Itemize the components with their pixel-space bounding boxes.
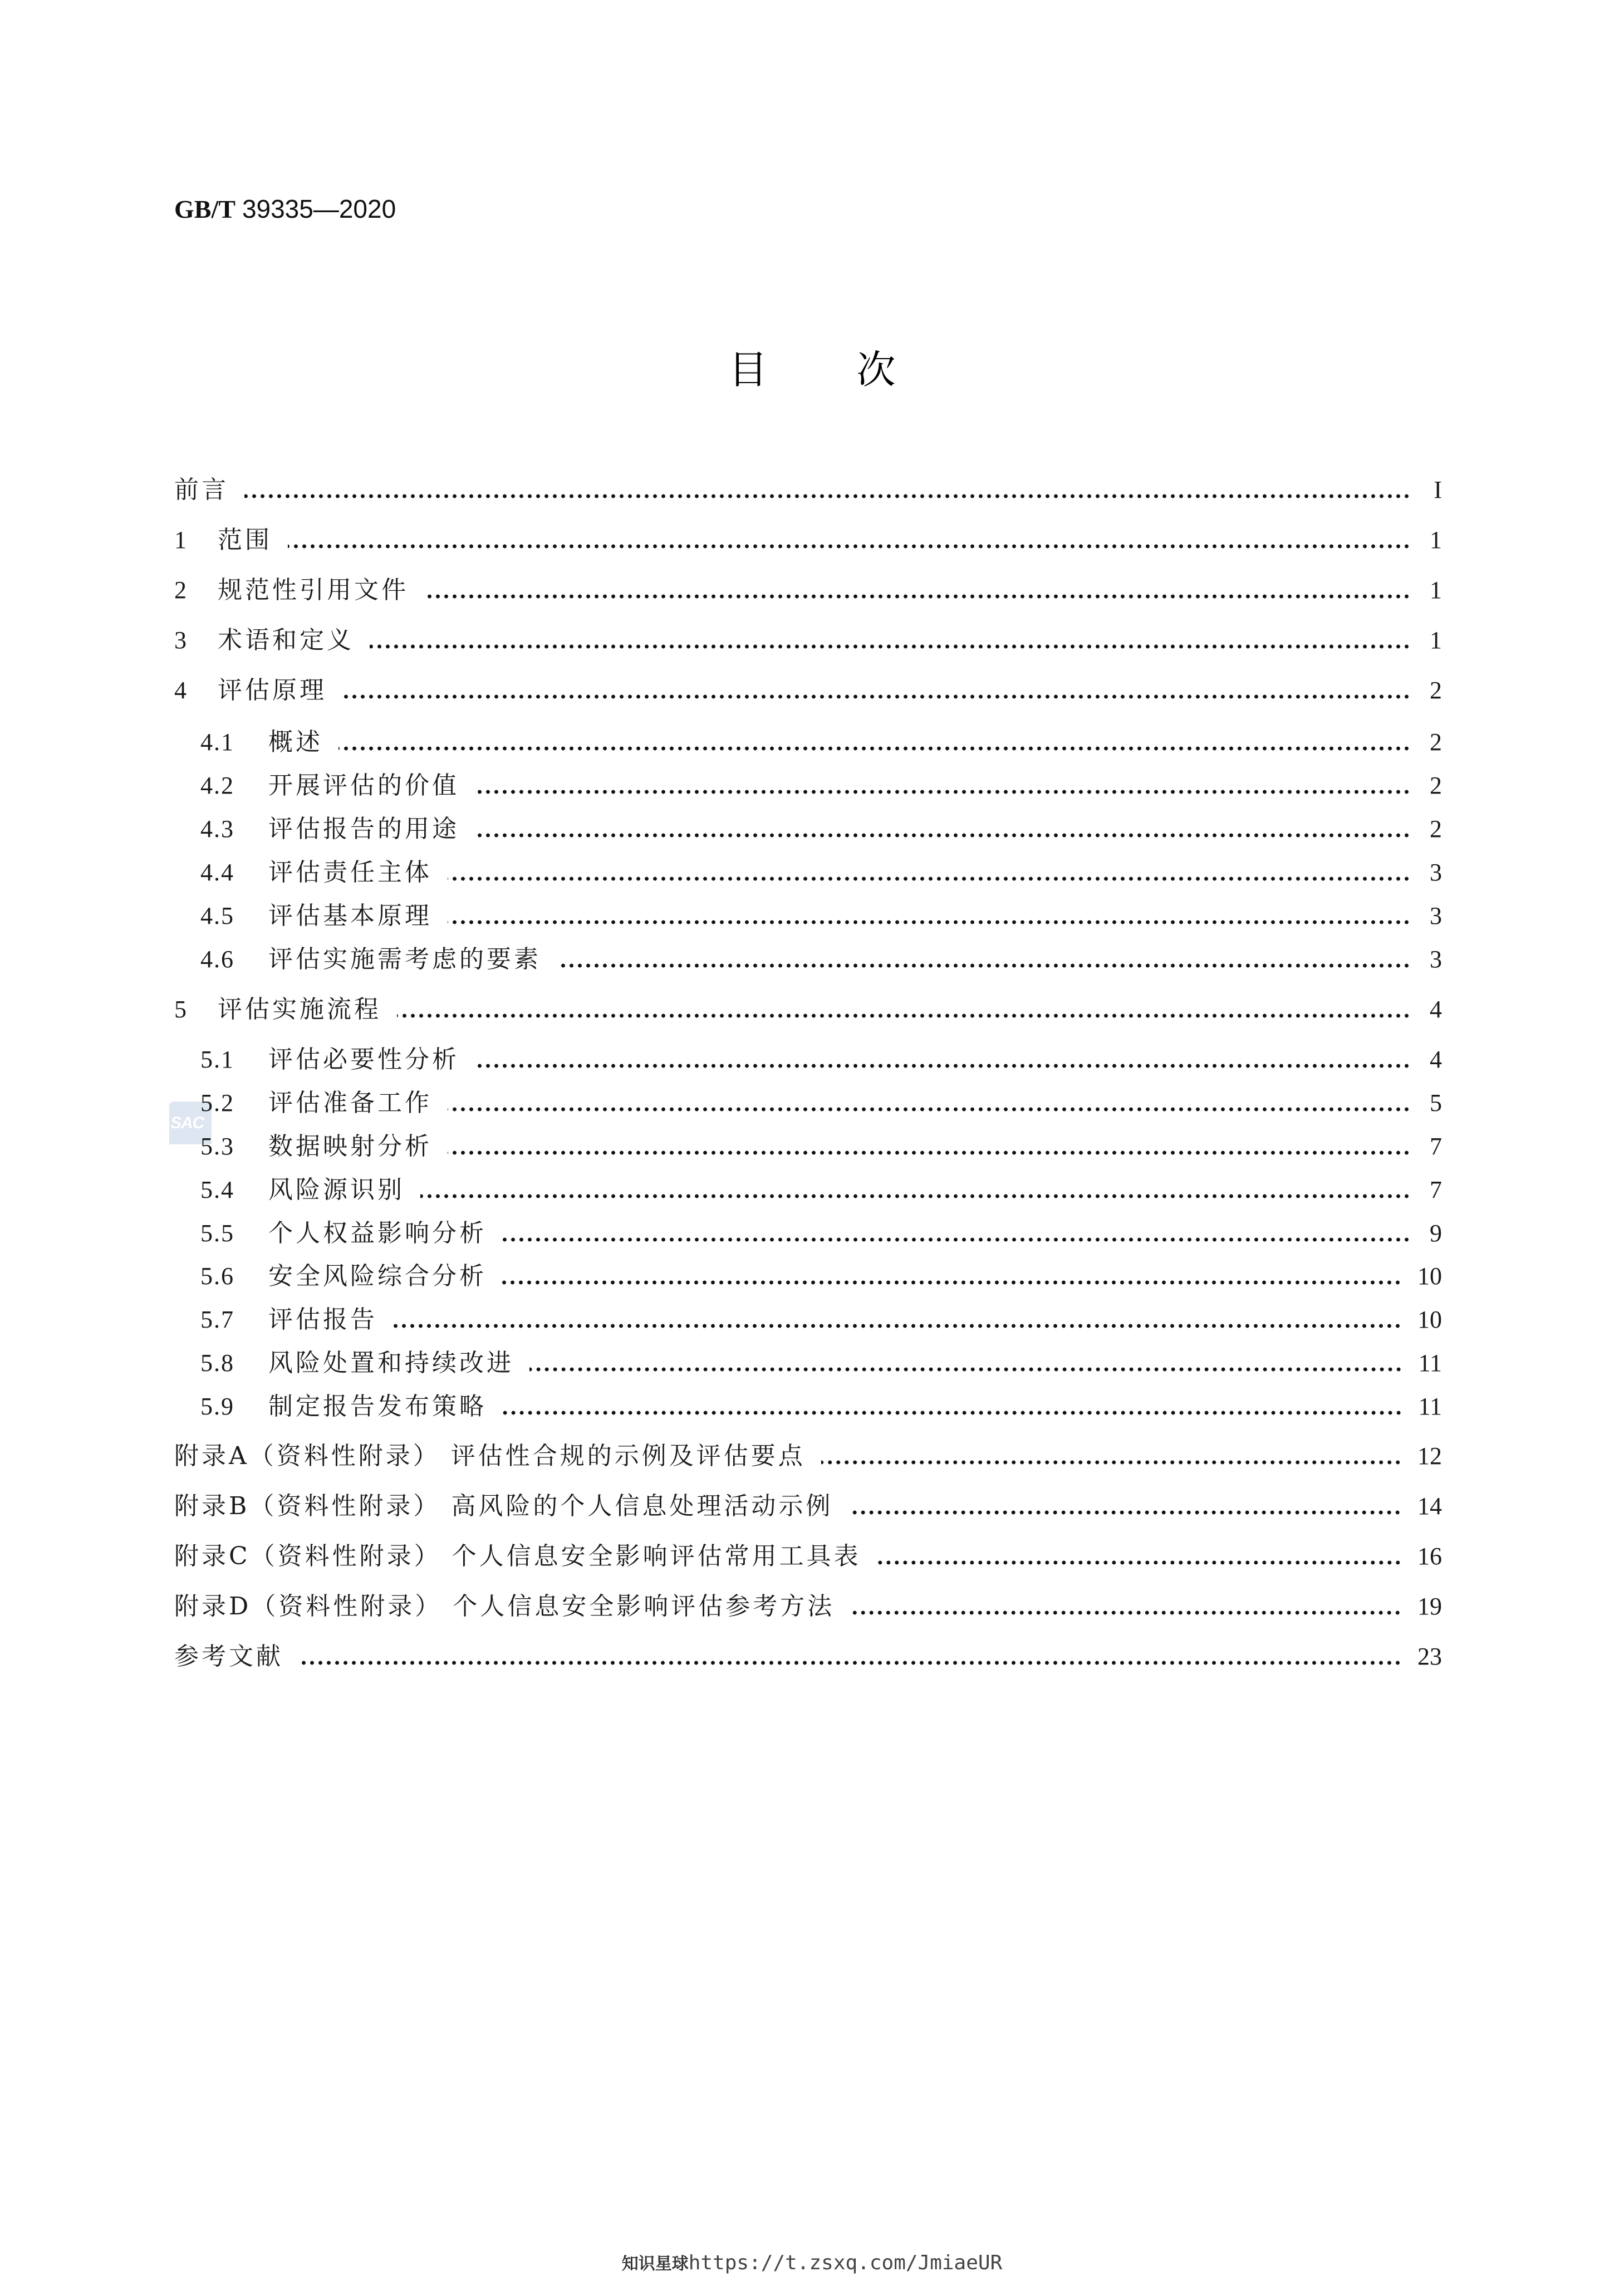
- toc-entry-label: 5 评估实施流程: [174, 995, 381, 1024]
- dot-leader: [850, 1610, 1402, 1615]
- dot-leader: [877, 1560, 1402, 1565]
- toc-entry[interactable]: [200, 1260, 1442, 1293]
- toc-entry-label: 4.2 开展评估的价值: [200, 771, 459, 800]
- dot-leader: [424, 594, 1411, 599]
- toc-entry[interactable]: [200, 1390, 1442, 1423]
- dot-leader: [557, 963, 1411, 968]
- toc-page-number: 11: [1418, 1393, 1442, 1420]
- toc-page-number: 19: [1417, 1593, 1442, 1620]
- dot-leader: [529, 1367, 1403, 1372]
- toc-entry-label: 5.6 安全风险综合分析: [200, 1262, 487, 1290]
- dot-leader: [448, 919, 1411, 925]
- toc-entry-label: 5.9 制定报告发布策略: [200, 1392, 487, 1421]
- footer-watermark-url[interactable]: https://t.zsxq.com/JmiaeUR: [688, 2251, 1003, 2274]
- toc-entry[interactable]: [200, 812, 1442, 846]
- toc-entry-label: 3 术语和定义: [174, 626, 354, 654]
- toc-entry-label: 前言: [174, 476, 229, 504]
- toc-entry[interactable]: [200, 1130, 1442, 1163]
- toc-entry-label: 附录B（资料性附录） 高风险的个人信息处理活动示例: [174, 1492, 833, 1520]
- toc-page-number: 23: [1417, 1643, 1442, 1670]
- toc-entry[interactable]: [174, 574, 1442, 607]
- toc-entry[interactable]: [174, 674, 1442, 707]
- toc-entry-label: 5.7 评估报告: [200, 1305, 377, 1334]
- toc-page-number: 1: [1430, 626, 1442, 654]
- dot-leader: [448, 1107, 1411, 1112]
- toc-entry[interactable]: [200, 1217, 1442, 1250]
- dot-leader: [342, 694, 1411, 699]
- toc-entry-appendix-b[interactable]: [174, 1490, 1442, 1523]
- toc-entry-label: 参考文献: [174, 1642, 283, 1671]
- toc-page-number: 10: [1417, 1306, 1442, 1333]
- toc-entry[interactable]: [200, 1043, 1442, 1076]
- toc-entry-references[interactable]: [174, 1640, 1442, 1673]
- toc-entry[interactable]: [200, 1173, 1442, 1207]
- toc-entry-label: 4.3 评估报告的用途: [200, 815, 459, 843]
- standard-prefix: GB/T: [174, 195, 235, 223]
- toc-entry-label: 附录A（资料性附录） 评估性合规的示例及评估要点: [174, 1442, 806, 1470]
- toc-page-number: 1: [1430, 576, 1442, 604]
- toc-page-number: 16: [1417, 1543, 1442, 1570]
- toc-entry-label: 4.6 评估实施需考虑的要素: [200, 945, 541, 973]
- dot-leader: [397, 1013, 1411, 1019]
- toc-entry[interactable]: [200, 769, 1442, 802]
- toc-page-number: 2: [1430, 815, 1442, 843]
- dot-leader: [370, 644, 1411, 649]
- toc-entry-label: 4 评估原理: [174, 676, 327, 704]
- dot-leader: [848, 1510, 1402, 1515]
- toc-entry-appendix-a[interactable]: [174, 1440, 1442, 1473]
- toc-page-number: 4: [1430, 1046, 1442, 1073]
- dot-leader: [502, 1237, 1411, 1242]
- toc-page-number: 9: [1430, 1220, 1442, 1247]
- toc-page-number: 5: [1430, 1089, 1442, 1117]
- toc-entry[interactable]: [200, 943, 1442, 976]
- standard-number: 39335—2020: [242, 194, 396, 223]
- toc-page-number: 4: [1430, 996, 1442, 1023]
- dot-leader: [288, 544, 1411, 549]
- toc-entry[interactable]: [174, 523, 1442, 557]
- toc-entry[interactable]: [200, 856, 1442, 889]
- dot-leader: [420, 1193, 1411, 1199]
- footer-watermark: [0, 2250, 1624, 2274]
- toc-entry-label: 5.3 数据映射分析: [200, 1132, 432, 1161]
- toc-entry-label: 4.1 概述: [200, 728, 323, 756]
- toc-entry-label: 5.2 评估准备工作: [200, 1089, 432, 1117]
- dot-leader: [448, 1150, 1411, 1156]
- footer-watermark-brand: 知识星球: [621, 2254, 689, 2274]
- toc-entry-label: 4.4 评估责任主体: [200, 858, 432, 887]
- sac-logo-text: SAC: [170, 1114, 204, 1132]
- toc-entry-label: 5.1 评估必要性分析: [200, 1045, 459, 1074]
- toc-page-number: 3: [1430, 946, 1442, 973]
- toc-page-number: 12: [1417, 1442, 1442, 1470]
- dot-leader: [448, 876, 1411, 882]
- toc-entry[interactable]: [200, 1347, 1442, 1380]
- toc-entry[interactable]: [174, 993, 1442, 1026]
- toc-page-number: 14: [1417, 1492, 1442, 1520]
- toc-page-number: 7: [1430, 1133, 1442, 1160]
- toc-entry-label: 4.5 评估基本原理: [200, 902, 432, 930]
- dot-leader: [338, 746, 1411, 751]
- toc-entry-appendix-c[interactable]: [174, 1540, 1442, 1573]
- dot-leader: [475, 789, 1411, 795]
- toc-page-number: 10: [1417, 1262, 1442, 1290]
- dot-leader: [821, 1460, 1402, 1465]
- dot-leader: [299, 1660, 1402, 1666]
- toc-entry[interactable]: [174, 624, 1442, 657]
- toc-page-number: 3: [1430, 902, 1442, 929]
- dot-leader: [393, 1323, 1402, 1329]
- toc-entry[interactable]: [200, 1086, 1442, 1120]
- toc-entry-label: 1 范围: [174, 526, 272, 554]
- toc-entry-label: 附录C（资料性附录） 个人信息安全影响评估常用工具表: [174, 1542, 861, 1570]
- toc-page-number: 11: [1418, 1349, 1442, 1377]
- toc-entry[interactable]: [200, 1303, 1442, 1337]
- toc-entry-label: 5.5 个人权益影响分析: [200, 1219, 487, 1247]
- dot-leader: [475, 833, 1411, 838]
- toc-entry-label: 5.4 风险源识别: [200, 1176, 405, 1204]
- toc-page-number: I: [1434, 476, 1442, 503]
- dot-leader: [475, 1063, 1411, 1069]
- toc-page-number: 3: [1430, 859, 1442, 886]
- toc-page-number: 7: [1430, 1176, 1442, 1203]
- toc-page-number: 2: [1430, 677, 1442, 704]
- toc-page-number: 2: [1430, 772, 1442, 799]
- toc-entry[interactable]: [174, 473, 1442, 507]
- standard-code: [174, 194, 396, 224]
- toc-page-number: 1: [1430, 526, 1442, 554]
- dot-leader: [502, 1410, 1403, 1416]
- toc-entry[interactable]: [200, 726, 1442, 759]
- toc-title: 目次: [728, 347, 985, 393]
- toc-page-number: 2: [1430, 728, 1442, 756]
- toc-entry-label: 5.8 风险处置和持续改进: [200, 1349, 514, 1377]
- dot-leader: [244, 493, 1411, 499]
- toc-entry-label: 附录D（资料性附录） 个人信息安全影响评估参考方法: [174, 1592, 835, 1621]
- dot-leader: [502, 1280, 1402, 1285]
- toc-entry-label: 2 规范性引用文件: [174, 576, 409, 604]
- toc-entry-appendix-d[interactable]: [174, 1590, 1442, 1623]
- toc-entry[interactable]: [200, 899, 1442, 933]
